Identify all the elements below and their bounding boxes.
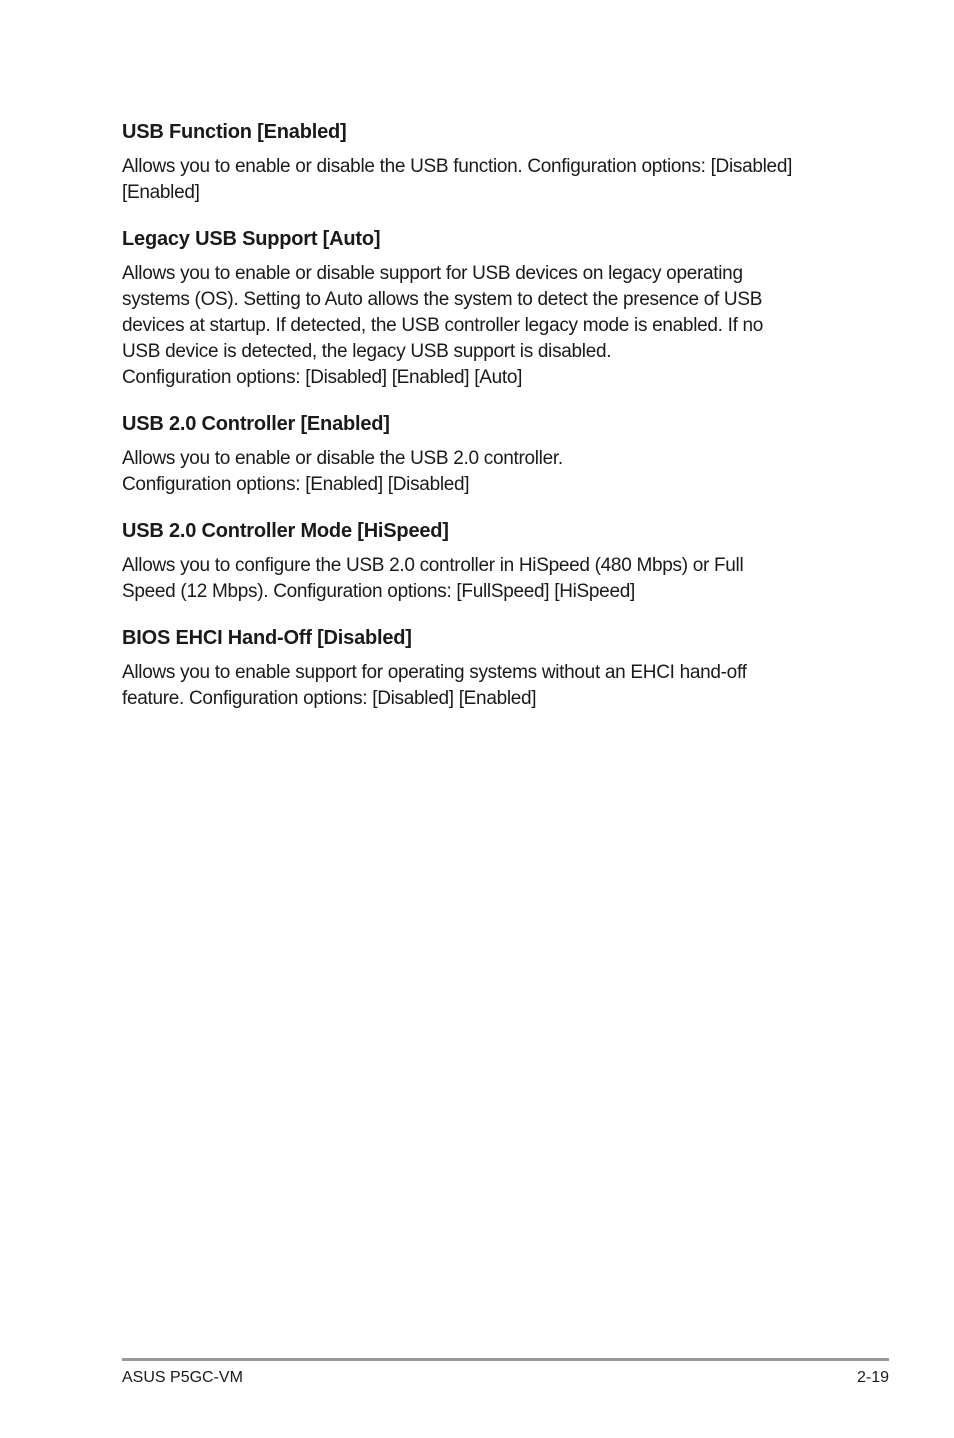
document-body: [122, 118, 842, 731]
section-text-line: Allows you to enable support for operating systems without an EHCI hand-off: [122, 662, 747, 683]
section-legacy-usb-support: [122, 225, 842, 391]
section-heading: USB Function [Enabled]: [122, 121, 347, 143]
section-text-line: Configuration options: [Enabled] [Disabled]: [122, 474, 470, 495]
section-text-line: Speed (12 Mbps). Configuration options: [FullSpeed] [HiSpeed]: [122, 581, 635, 602]
section-bios-ehci-hand-off: [122, 624, 842, 712]
section-text-line: USB device is detected, the legacy USB support is disabled.: [122, 341, 612, 362]
section-usb2-controller-mode: [122, 517, 842, 605]
section-text-line: Allows you to enable or disable the USB 2.0 controller.: [122, 448, 563, 469]
footer-page-number: 2-19: [856, 1369, 889, 1386]
footer-divider: [122, 1358, 889, 1361]
footer-product-name: ASUS P5GC-VM: [122, 1369, 243, 1386]
section-usb-function: [122, 118, 842, 206]
section-text-line: Allows you to enable or disable the USB function. Configuration options: [Disabled]: [122, 156, 793, 177]
section-usb2-controller: [122, 410, 842, 498]
section-text-line: Allows you to configure the USB 2.0 controller in HiSpeed (480 Mbps) or Full: [122, 555, 744, 576]
section-heading: USB 2.0 Controller [Enabled]: [122, 413, 390, 435]
section-text-line: systems (OS). Setting to Auto allows the system to detect the presence of USB: [122, 289, 763, 310]
section-heading: Legacy USB Support [Auto]: [122, 228, 381, 250]
section-heading: USB 2.0 Controller Mode [HiSpeed]: [122, 520, 449, 542]
section-text-line: devices at startup. If detected, the USB controller legacy mode is enabled. If no: [122, 315, 764, 336]
section-heading: BIOS EHCI Hand-Off [Disabled]: [122, 627, 412, 649]
section-text-line: Allows you to enable or disable support for USB devices on legacy operating: [122, 263, 743, 284]
section-text-line: [Enabled]: [122, 182, 200, 203]
section-text-line: feature. Configuration options: [Disabled] [Enabled]: [122, 688, 537, 709]
section-text-line: Configuration options: [Disabled] [Enabled] [Auto]: [122, 367, 523, 388]
